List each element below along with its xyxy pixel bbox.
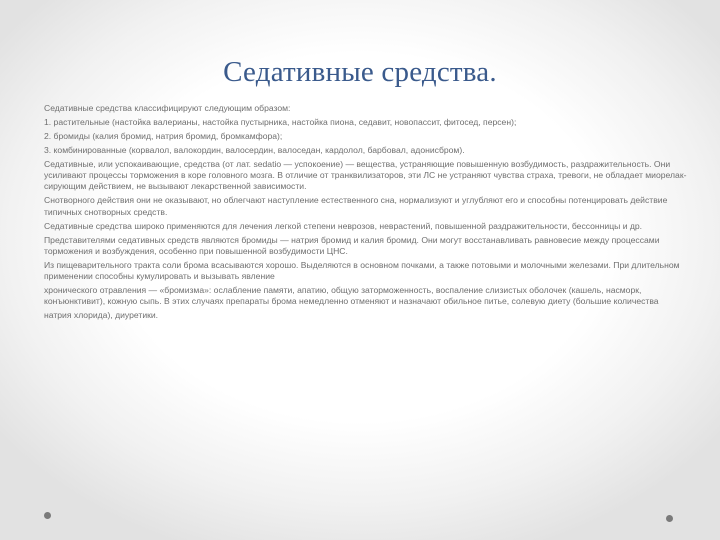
paragraph-bromism: хронического отравления — «бромизма»: ослабление памяти, апатию, общую заторможенность, воспаление слизистых оболочек (кашель, насморк, конъюнктивит), кожную сыпь. В этих случаях препараты брома немедленно отменяют и назначают обильное питье, солевую диету (большие количества: [44, 285, 659, 307]
paragraph-sleep-effect: Снотворного действия они не оказывают, но облегчают наступление естественного сна, нормализуют и углубляют его и способны потенцировать действие типичных снотворных средств.: [44, 195, 668, 217]
paragraph-treatment: натрия хлорида), диуретики.: [44, 310, 159, 321]
paragraph-classification-intro: Седативные средства классифицируют следующим образом:: [44, 103, 291, 113]
corner-dot-left-icon: [44, 512, 51, 519]
paragraph-combined: 3. комбинированные (корвалол, валокордин, валосердин, валоседан, кардолол, барбовал, адонисбром).: [44, 145, 465, 155]
paragraph-usage: Седативные средства широко применяются для лечения легкой степени неврозов, неврастений, повышенной раздражительности, бессонницы и др.: [44, 220, 643, 231]
paragraph-absorption: Из пищеварительного тракта соли брома всасываются хорошо. Выделяются в основном почками, а также потовыми и молочными железами. При длительном применении способны кумулировать и вызывать явление: [44, 259, 680, 282]
slide-title: Седативные средства.: [223, 56, 497, 88]
slide-body-text: [44, 103, 694, 324]
paragraph-bromides: 2. бромиды (калия бромид, натрия бромид, бромкамфора);: [44, 131, 283, 141]
paragraph-bromide-representatives: Представителями седативных средств являются бромиды — натрия бромид и калия бромид. Они могут восстанавливать равновесие между процессами торможения и возбуждения, особенно при повышенной возбудимости ЦНС.: [44, 234, 660, 256]
paragraph-definition: Седативные, или успокаивающие, средства (от лат. sedatio — успокоение) — вещества, устраняющие повышенную возбудимость, раздражительность. Они усиливают процессы торможения в коре головного мозга. В отличие от транквилизаторов, эти ЛС не устраняют чувства страха, тревоги, не обладает миорелак-сирующим действием, не вызывают лекарственной зависимости.: [44, 159, 687, 192]
corner-dot-right-icon: [666, 515, 673, 522]
paragraph-herbal: 1. растительные (настойка валерианы, настойка пустырника, настойка пиона, седавит, новопассит, фитосед, персен);: [44, 117, 517, 127]
